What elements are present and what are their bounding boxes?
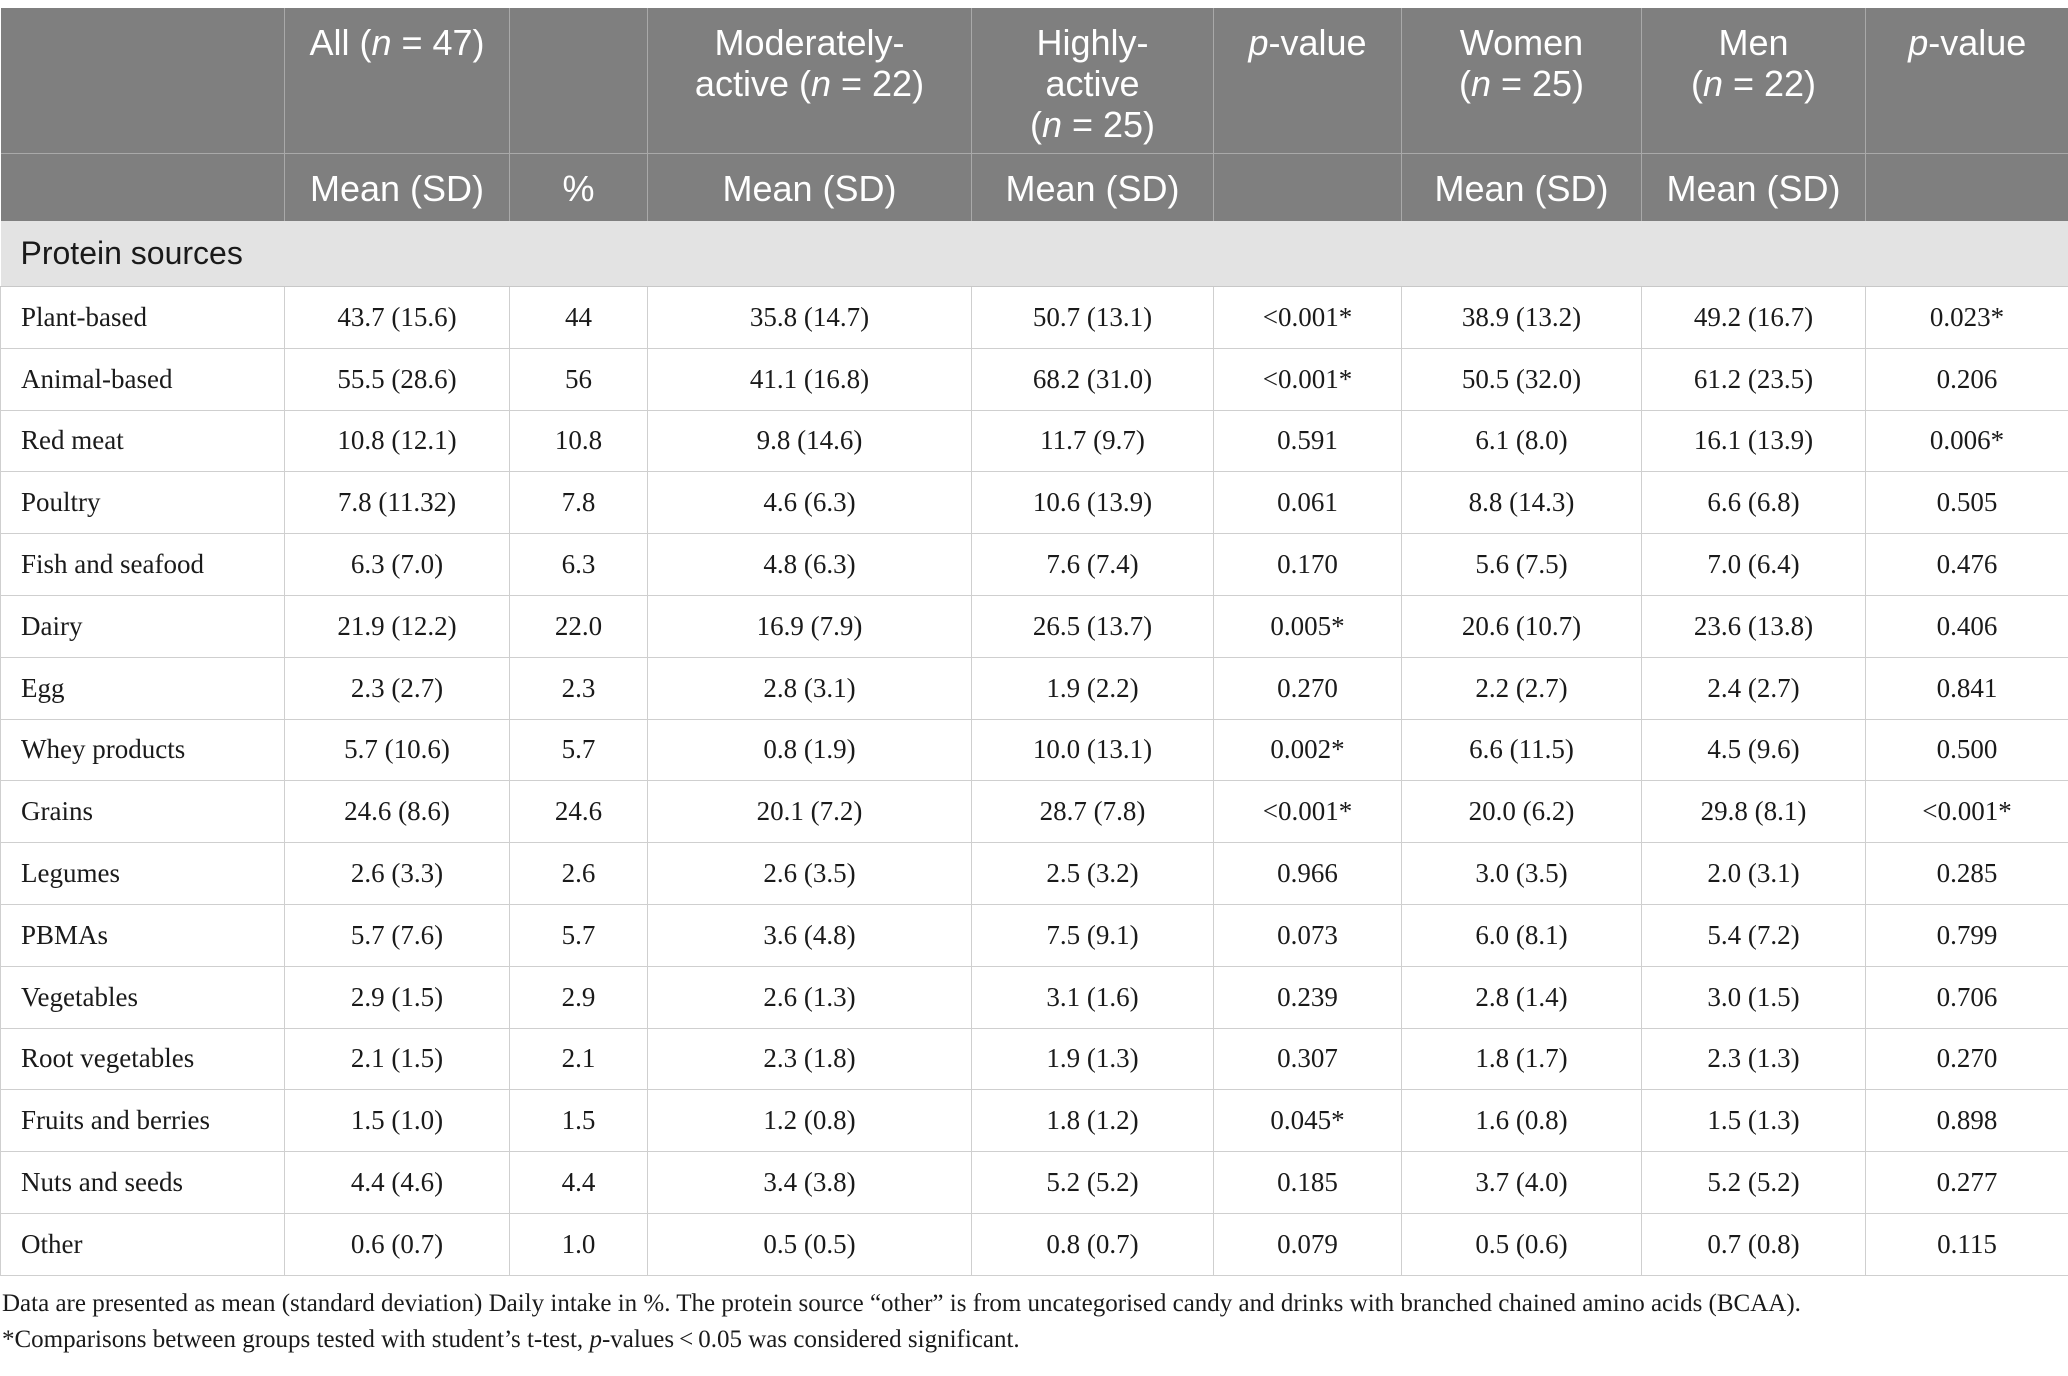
table-cell: 2.1 (1.5) [285,1028,510,1090]
table-cell: 7.6 (7.4) [972,534,1214,596]
table-cell: 2.1 [510,1028,648,1090]
table-body [1,221,2068,1276]
table-row [1,287,2068,349]
table-cell: 22.0 [510,595,648,657]
header-p-rest: -value [1268,22,1367,63]
table-cell: 26.5 (13.7) [972,595,1214,657]
table-cell: 2.6 (3.5) [648,843,972,905]
section-row [1,221,2068,287]
row-label: Fish and seafood [1,534,285,596]
table-cell: 5.4 (7.2) [1642,904,1866,966]
table-cell: 24.6 (8.6) [285,781,510,843]
table-cell: 50.5 (32.0) [1402,348,1642,410]
table-cell: 3.1 (1.6) [972,966,1214,1028]
table-cell: 3.0 (3.5) [1402,843,1642,905]
table-cell: 2.5 (3.2) [972,843,1214,905]
table-cell: 0.898 [1866,1090,2068,1152]
table-cell: 10.6 (13.9) [972,472,1214,534]
header-men-line1: Men [1718,22,1789,63]
row-label: Plant-based [1,287,285,349]
table-row [1,719,2068,781]
header-women-line1: Women [1459,22,1584,63]
header-women-n: n [1470,63,1491,104]
header-high-line2: active [1045,63,1140,104]
table-cell: 6.6 (6.8) [1642,472,1866,534]
table-cell: 28.7 (7.8) [972,781,1214,843]
table-cell: 7.0 (6.4) [1642,534,1866,596]
table-cell: 20.1 (7.2) [648,781,972,843]
table-cell: 56 [510,348,648,410]
table-cell: 0.270 [1214,657,1402,719]
row-label: Red meat [1,410,285,472]
row-label: Whey products [1,719,285,781]
subheader-cell [1214,154,1402,221]
subheader-cell: Mean (SD) [1402,154,1642,221]
table-cell: 35.8 (14.7) [648,287,972,349]
header-empty-cell [1,8,285,154]
table-cell: 0.185 [1214,1152,1402,1214]
table-row [1,348,2068,410]
table-cell: 0.5 (0.6) [1402,1213,1642,1275]
table-cell: 0.966 [1214,843,1402,905]
header-men-pre: ( [1690,63,1703,104]
footnote-significance-p: p [589,1325,602,1353]
table-cell: 4.4 [510,1152,648,1214]
subheader-cell: % [510,154,648,221]
table-row [1,781,2068,843]
header-mod-n: n [810,63,831,104]
table-cell: 1.8 (1.7) [1402,1028,1642,1090]
header-highly-active [972,8,1214,154]
table-cell: 3.4 (3.8) [648,1152,972,1214]
table-cell: 2.3 [510,657,648,719]
table-cell: 16.1 (13.9) [1642,410,1866,472]
subheader-cell: Mean (SD) [972,154,1214,221]
table-cell: <0.001* [1214,348,1402,410]
table-cell: 2.9 (1.5) [285,966,510,1028]
header-women [1402,8,1642,154]
table-cell: 50.7 (13.1) [972,287,1214,349]
row-label: Other [1,1213,285,1275]
table-row [1,595,2068,657]
table-cell: 2.3 (1.8) [648,1028,972,1090]
table-row [1,657,2068,719]
header-high-post: = 25) [1061,104,1156,145]
table-cell: 38.9 (13.2) [1402,287,1642,349]
table-row [1,1090,2068,1152]
table-row [1,904,2068,966]
table-cell: 0.500 [1866,719,2068,781]
table-cell: 0.841 [1866,657,2068,719]
header-men-post: = 22) [1722,63,1817,104]
header-men [1642,8,1866,154]
table-cell: 7.8 [510,472,648,534]
header-p2-letter: p [1908,22,1929,63]
protein-sources-table [0,8,2068,1276]
table-cell: 2.8 (3.1) [648,657,972,719]
header-all [285,8,510,154]
table-cell: 1.2 (0.8) [648,1090,972,1152]
table-cell: 0.505 [1866,472,2068,534]
table-cell: 0.239 [1214,966,1402,1028]
footnote-significance-pre: *Comparisons between groups tested with student’s t-test, [2,1325,590,1353]
table-cell: 5.7 [510,719,648,781]
row-label: Dairy [1,595,285,657]
table-cell: 11.7 (9.7) [972,410,1214,472]
table-cell: 0.307 [1214,1028,1402,1090]
header-row-stats [1,154,2068,221]
table-cell: 8.8 (14.3) [1402,472,1642,534]
table-cell: 2.4 (2.7) [1642,657,1866,719]
table-row [1,843,2068,905]
table-cell: 0.115 [1866,1213,2068,1275]
row-label: Legumes [1,843,285,905]
header-empty-percent [510,8,648,154]
table-footnotes [0,1276,2068,1358]
table-cell: 5.2 (5.2) [1642,1152,1866,1214]
table-cell: 7.5 (9.1) [972,904,1214,966]
subheader-cell [1866,154,2068,221]
table-row [1,1152,2068,1214]
table-cell: 68.2 (31.0) [972,348,1214,410]
table-cell: 1.9 (1.3) [972,1028,1214,1090]
table-cell: 0.206 [1866,348,2068,410]
table-cell: 0.8 (0.7) [972,1213,1214,1275]
table-cell: 16.9 (7.9) [648,595,972,657]
table-cell: 4.6 (6.3) [648,472,972,534]
table-cell: 29.8 (8.1) [1642,781,1866,843]
row-label: Grains [1,781,285,843]
table-cell: 5.7 [510,904,648,966]
header-women-pre: ( [1458,63,1471,104]
table-cell: 0.799 [1866,904,2068,966]
table-cell: 6.3 [510,534,648,596]
row-label: Poultry [1,472,285,534]
table-cell: 0.079 [1214,1213,1402,1275]
table-cell: <0.001* [1214,781,1402,843]
table-row [1,410,2068,472]
table-cell: 1.5 (1.3) [1642,1090,1866,1152]
table-header [1,8,2068,221]
row-label: Nuts and seeds [1,1152,285,1214]
table-cell: 3.6 (4.8) [648,904,972,966]
table-cell: 0.406 [1866,595,2068,657]
table-row [1,1028,2068,1090]
table-cell: 6.3 (7.0) [285,534,510,596]
table-cell: 9.8 (14.6) [648,410,972,472]
table-cell: 5.7 (7.6) [285,904,510,966]
header-high-n: n [1041,104,1062,145]
row-label: Fruits and berries [1,1090,285,1152]
table-cell: 0.285 [1866,843,2068,905]
table-cell: 3.0 (1.5) [1642,966,1866,1028]
section-title: Protein sources [1,221,2068,287]
table-cell: 0.476 [1866,534,2068,596]
table-cell: 20.6 (10.7) [1402,595,1642,657]
table-cell: 10.8 (12.1) [285,410,510,472]
table-cell: 0.270 [1866,1028,2068,1090]
table-cell: 55.5 (28.6) [285,348,510,410]
table-cell: 2.3 (1.3) [1642,1028,1866,1090]
table-figure [0,8,2068,1358]
footnote-significance-post: -values < 0.05 was considered significant. [601,1325,1020,1353]
footnote-significance [2,1322,2068,1358]
subheader-cell: Mean (SD) [285,154,510,221]
table-cell: 7.8 (11.32) [285,472,510,534]
header-p-letter: p [1248,22,1269,63]
header-high-line1: Highly- [1036,22,1149,63]
table-cell: 10.0 (13.1) [972,719,1214,781]
table-cell: 4.8 (6.3) [648,534,972,596]
table-cell: 2.0 (3.1) [1642,843,1866,905]
table-cell: 0.5 (0.5) [648,1213,972,1275]
table-cell: 0.170 [1214,534,1402,596]
table-cell: 20.0 (6.2) [1402,781,1642,843]
table-cell: 2.2 (2.7) [1402,657,1642,719]
table-cell: 0.706 [1866,966,2068,1028]
row-label: PBMAs [1,904,285,966]
table-cell: 23.6 (13.8) [1642,595,1866,657]
header-p-value-sex [1866,8,2068,154]
table-cell: 0.073 [1214,904,1402,966]
header-mod-pre: active ( [694,63,811,104]
header-p-value-activity [1214,8,1402,154]
header-moderately-active [648,8,972,154]
row-label: Root vegetables [1,1028,285,1090]
table-cell: 1.5 (1.0) [285,1090,510,1152]
header-all-n: n [371,22,392,63]
table-cell: 1.5 [510,1090,648,1152]
table-cell: 0.023* [1866,287,2068,349]
header-all-pre: All ( [309,22,372,63]
table-cell: 1.8 (1.2) [972,1090,1214,1152]
table-cell: 2.6 (3.3) [285,843,510,905]
footnote-data-description: Data are presented as mean (standard deviation) Daily intake in %. The protein source “other” is from uncategorised candy and drinks with branched chained amino acids (BCAA). [2,1289,1801,1317]
subheader-cell: Mean (SD) [648,154,972,221]
table-cell: 5.6 (7.5) [1402,534,1642,596]
table-cell: 6.1 (8.0) [1402,410,1642,472]
table-cell: 61.2 (23.5) [1642,348,1866,410]
header-row-groups [1,8,2068,154]
row-label: Animal-based [1,348,285,410]
row-label: Egg [1,657,285,719]
subheader-cell: Mean (SD) [1642,154,1866,221]
table-cell: 3.7 (4.0) [1402,1152,1642,1214]
table-cell: 0.591 [1214,410,1402,472]
table-cell: 5.2 (5.2) [972,1152,1214,1214]
table-cell: 2.9 [510,966,648,1028]
table-row [1,1213,2068,1275]
table-cell: 0.7 (0.8) [1642,1213,1866,1275]
subheader-cell [1,154,285,221]
table-cell: 2.3 (2.7) [285,657,510,719]
table-cell: 1.6 (0.8) [1402,1090,1642,1152]
table-cell: <0.001* [1214,287,1402,349]
header-women-post: = 25) [1490,63,1585,104]
table-cell: 24.6 [510,781,648,843]
table-cell: 0.8 (1.9) [648,719,972,781]
table-cell: 1.0 [510,1213,648,1275]
table-cell: 0.045* [1214,1090,1402,1152]
table-row [1,966,2068,1028]
table-cell: 2.6 (1.3) [648,966,972,1028]
table-cell: 2.6 [510,843,648,905]
header-all-post: = 47) [391,22,485,63]
header-men-n: n [1702,63,1723,104]
table-cell: 43.7 (15.6) [285,287,510,349]
table-cell: 41.1 (16.8) [648,348,972,410]
header-mod-line1: Moderately- [714,22,905,63]
table-cell: 4.5 (9.6) [1642,719,1866,781]
table-cell: <0.001* [1866,781,2068,843]
table-cell: 6.6 (11.5) [1402,719,1642,781]
table-cell: 0.061 [1214,472,1402,534]
table-cell: 4.4 (4.6) [285,1152,510,1214]
table-row [1,534,2068,596]
table-cell: 2.8 (1.4) [1402,966,1642,1028]
table-cell: 0.005* [1214,595,1402,657]
table-cell: 0.277 [1866,1152,2068,1214]
table-cell: 44 [510,287,648,349]
table-cell: 10.8 [510,410,648,472]
table-row [1,472,2068,534]
table-cell: 5.7 (10.6) [285,719,510,781]
header-p2-rest: -value [1928,22,2027,63]
table-cell: 0.002* [1214,719,1402,781]
table-cell: 49.2 (16.7) [1642,287,1866,349]
table-cell: 0.006* [1866,410,2068,472]
header-high-pre: ( [1029,104,1042,145]
row-label: Vegetables [1,966,285,1028]
table-cell: 0.6 (0.7) [285,1213,510,1275]
table-cell: 21.9 (12.2) [285,595,510,657]
table-cell: 6.0 (8.1) [1402,904,1642,966]
header-mod-post: = 22) [831,63,925,104]
table-cell: 1.9 (2.2) [972,657,1214,719]
